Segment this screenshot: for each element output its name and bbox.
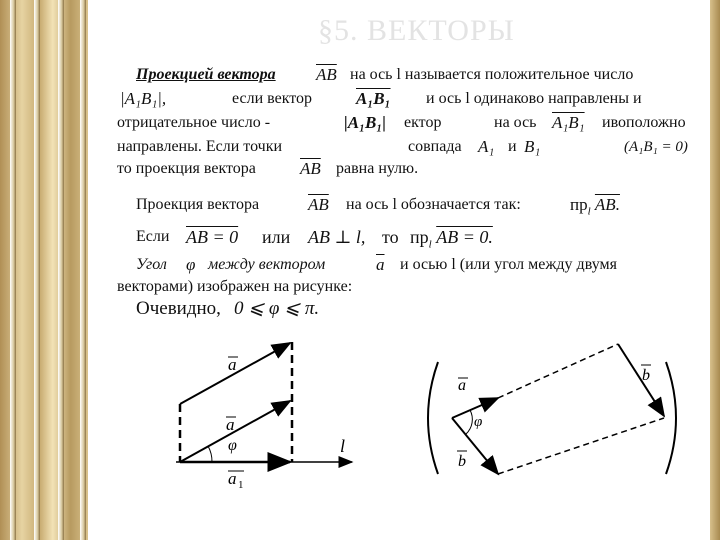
formula-pr-notation: $пр_l$ AB.	[570, 195, 620, 218]
p1-line3-b: ектор	[404, 114, 442, 131]
slide-title: §5. ВЕКТОРЫ	[318, 14, 515, 47]
formula-then: то	[382, 227, 399, 247]
formula-a1: A₁	[478, 137, 495, 156]
label-phi-right: φ	[474, 414, 483, 430]
formula-a1b1-abs: |A₁B₁|,	[120, 89, 167, 108]
p2-line3-c: и осью l (или угол между двумя	[400, 256, 617, 273]
formula-a1b1-short: A₁B₁	[552, 113, 585, 132]
right-figure	[428, 344, 676, 474]
paren-left	[428, 362, 438, 474]
formula-a1b1: A₁B₁	[356, 89, 391, 108]
p2-line4: векторами) изображен на рисунке:	[117, 278, 353, 295]
paren-right	[666, 362, 676, 474]
formula-phi-range: 0 ⩽ φ ⩽ π.	[234, 298, 320, 319]
p1-line2-b: и ось l одинаково направлены и	[426, 90, 642, 107]
p1-line3-a: отрицательное число -	[117, 114, 271, 131]
formula-if-ab-zero: AB = 0	[186, 227, 239, 247]
label-a-top: a	[228, 355, 237, 374]
p2-line2-a: Если	[136, 228, 170, 245]
label-a-mid: a	[226, 415, 235, 434]
label-l: l	[340, 436, 346, 456]
p1-line3-c: на ось	[494, 114, 537, 131]
p1-line4-c: и	[508, 138, 517, 155]
dashed-bottom	[498, 418, 664, 474]
formula-ab-3: $\overline{AB}$	[308, 195, 329, 214]
formula-a1b1-zero: (A₁B₁ = 0)	[624, 139, 688, 155]
p1-line4-a: направлены. Если точки	[117, 138, 283, 155]
term-projection: Проекцией вектора	[136, 66, 276, 83]
formula-b1: B₁	[524, 137, 541, 156]
p1-line5: то проекция вектора	[117, 160, 256, 177]
angle-arc	[208, 446, 212, 462]
label-a-right: a	[458, 377, 466, 394]
vector-b-top	[618, 344, 664, 416]
p1-line3-d: ивоположно	[602, 114, 686, 131]
formula-a1b1-abs-bold: |A₁B₁|	[344, 113, 387, 132]
angle-arc-right	[466, 410, 472, 434]
formula-or: или	[262, 227, 291, 247]
formula-phi: φ	[186, 255, 196, 274]
label-a1: a	[228, 469, 237, 488]
p1-line4-b: совпада	[408, 138, 462, 155]
p1-line5-b: равна нулю.	[336, 160, 419, 177]
label-b-bottom: b	[458, 453, 466, 470]
left-figure	[176, 342, 352, 491]
p1-line2-a: если вектор	[232, 90, 313, 107]
formula-pr-2: $пр_l$ AB = 0.	[410, 227, 493, 251]
formula-ab-2: $\overline{AB}$	[300, 159, 321, 178]
label-b-top: b	[642, 367, 650, 384]
p1-line1-rest: на ось l называется положительное число	[350, 66, 634, 83]
p2-line1-b: на ось l обозначается так:	[346, 196, 521, 213]
p2-line3-b: между вектором	[208, 256, 326, 273]
formula-ab-perp: AB ⊥ l,	[308, 227, 366, 247]
dashed-top	[498, 344, 618, 398]
formula-obviously: Очевидно,	[136, 298, 221, 319]
formula-ab-1: $\overline{AB}$	[316, 65, 337, 84]
label-a1-sub: 1	[238, 479, 244, 491]
formula-a-vec: $\overline{a}$	[376, 255, 385, 274]
p2-line1-a: Проекция вектора	[136, 196, 260, 213]
p2-line3-a: Угол	[136, 256, 167, 273]
label-phi: φ	[228, 437, 237, 454]
